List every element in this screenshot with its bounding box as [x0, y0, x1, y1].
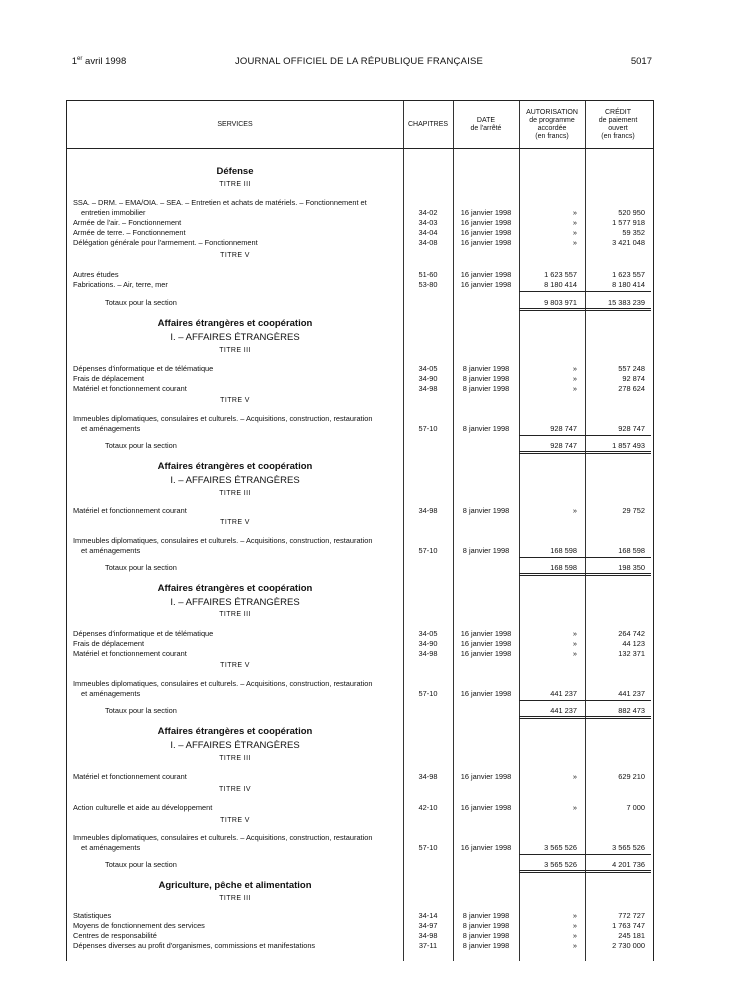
- credit-cell: 15 383 239: [608, 298, 645, 307]
- total-double-rule: [519, 573, 651, 576]
- autorisation-cell: 928 747: [550, 441, 577, 450]
- subtotal-rule: [519, 557, 651, 558]
- service-label: Moyens de fonctionnement des services: [73, 921, 205, 930]
- service-label: Frais de déplacement: [73, 639, 145, 648]
- service-label: Totaux pour la section: [105, 441, 177, 450]
- service-label: Autres études: [73, 270, 119, 279]
- date-cell: 16 janvier 1998: [460, 629, 512, 638]
- subtotal-rule: [519, 700, 651, 701]
- subtotal-rule: [519, 854, 651, 855]
- section-title: Agriculture, pêche et alimentation: [158, 880, 312, 891]
- total-row: [67, 562, 653, 573]
- credit-cell: 1 763 747: [612, 921, 645, 930]
- chapter-cell: 34-98: [418, 649, 438, 658]
- autorisation-cell: »: [572, 629, 577, 638]
- table-row: [67, 648, 653, 659]
- autorisation-cell: »: [572, 218, 577, 227]
- credit-cell: 8 180 414: [612, 280, 645, 289]
- total-double-rule: [519, 716, 651, 719]
- chapter-cell: 34-98: [418, 931, 438, 940]
- service-label: et aménagements: [81, 546, 141, 555]
- date-cell: 16 janvier 1998: [460, 649, 512, 658]
- service-label: Immeubles diplomatiques, consulaires et culturels. – Acquisitions, construction, restauration: [73, 536, 373, 545]
- chapter-cell: 53-80: [418, 280, 438, 289]
- titre-label: TITRE V: [220, 397, 250, 404]
- table-row: [67, 842, 653, 853]
- date-cell: 16 janvier 1998: [460, 803, 512, 812]
- chapter-cell: 34-04: [418, 228, 438, 237]
- credit-cell: 1 623 557: [612, 270, 645, 279]
- chapter-cell: 51-60: [418, 270, 438, 279]
- credit-cell: 882 473: [618, 706, 645, 715]
- page-number: 5017: [630, 56, 652, 67]
- date-cell: 16 janvier 1998: [460, 218, 512, 227]
- credit-cell: 7 000: [626, 803, 645, 812]
- credit-cell: 198 350: [618, 563, 645, 572]
- chapter-cell: 34-02: [418, 208, 438, 217]
- titre-label: TITRE V: [220, 817, 250, 824]
- service-label: Matériel et fonctionnement courant: [73, 772, 187, 781]
- chapter-cell: 37-11: [418, 941, 438, 950]
- total-row: [67, 705, 653, 716]
- autorisation-cell: »: [572, 921, 577, 930]
- service-label: Armée de terre. – Fonctionnement: [73, 228, 186, 237]
- date-cell: 8 janvier 1998: [462, 921, 510, 930]
- date-cell: 16 janvier 1998: [460, 843, 512, 852]
- service-label: Dépenses diverses au profit d'organismes, commissions et manifestations: [73, 941, 316, 950]
- autorisation-cell: »: [572, 772, 577, 781]
- chapter-cell: 57-10: [418, 424, 438, 433]
- credit-cell: 1 857 493: [612, 441, 645, 450]
- titre-label: TITRE III: [219, 895, 251, 902]
- service-label: Frais de déplacement: [73, 374, 145, 383]
- autorisation-cell: »: [572, 506, 577, 515]
- date-cell: 8 janvier 1998: [462, 374, 510, 383]
- autorisation-cell: 9 803 971: [544, 298, 577, 307]
- subsection-title: I. – AFFAIRES ÉTRANGÈRES: [170, 597, 300, 608]
- autorisation-cell: »: [572, 374, 577, 383]
- credit-cell: 4 201 736: [612, 860, 645, 869]
- autorisation-cell: 168 598: [550, 563, 577, 572]
- service-label: Armée de l'air. – Fonctionnement: [73, 218, 182, 227]
- credit-cell: 2 730 000: [612, 941, 645, 950]
- autorisation-cell: »: [572, 931, 577, 940]
- table-body: [67, 149, 653, 961]
- subsection-title: I. – AFFAIRES ÉTRANGÈRES: [170, 740, 300, 751]
- date-cell: 8 janvier 1998: [462, 931, 510, 940]
- credit-cell: 168 598: [618, 546, 645, 555]
- service-label: Matériel et fonctionnement courant: [73, 649, 187, 658]
- titre-label: TITRE IV: [219, 786, 251, 793]
- section-title: Défense: [216, 166, 254, 177]
- autorisation-cell: »: [572, 364, 577, 373]
- credit-cell: 278 624: [618, 384, 645, 393]
- credit-cell: 29 752: [622, 506, 645, 515]
- service-label: Immeubles diplomatiques, consulaires et culturels. – Acquisitions, construction, restauration: [73, 414, 373, 423]
- date-cell: 16 janvier 1998: [460, 228, 512, 237]
- date-cell: 16 janvier 1998: [460, 280, 512, 289]
- autorisation-cell: »: [572, 208, 577, 217]
- date-cell: 8 janvier 1998: [462, 364, 510, 373]
- date-cell: 16 janvier 1998: [460, 772, 512, 781]
- service-label: Totaux pour la section: [105, 563, 177, 572]
- subtotal-rule: [519, 291, 651, 292]
- service-label: Totaux pour la section: [105, 860, 177, 869]
- table-row: [67, 505, 653, 516]
- credit-cell: 1 577 918: [612, 218, 645, 227]
- titre-label: TITRE III: [219, 181, 251, 188]
- section-title: Affaires étrangères et coopération: [157, 318, 313, 329]
- subsection-title: I. – AFFAIRES ÉTRANGÈRES: [170, 475, 300, 486]
- total-double-rule: [519, 308, 651, 311]
- table-row: [67, 423, 653, 434]
- service-label: et aménagements: [81, 843, 141, 852]
- header-date: DATE de l'arrêté: [470, 116, 502, 132]
- total-double-rule: [519, 870, 651, 873]
- autorisation-cell: »: [572, 803, 577, 812]
- credit-cell: 245 181: [618, 931, 645, 940]
- credit-cell: 92 874: [622, 374, 645, 383]
- service-label: Statistiques: [73, 911, 112, 920]
- titre-label: TITRE V: [220, 252, 250, 259]
- autorisation-cell: »: [572, 384, 577, 393]
- date-cell: 8 janvier 1998: [462, 384, 510, 393]
- chapter-cell: 34-98: [418, 772, 438, 781]
- chapter-cell: 42-10: [418, 803, 438, 812]
- chapter-cell: 34-98: [418, 506, 438, 515]
- chapter-cell: 34-97: [418, 921, 438, 930]
- service-label: Action culturelle et aide au développement: [73, 803, 213, 812]
- subtotal-rule: [519, 435, 651, 436]
- table-header: [67, 101, 653, 149]
- chapter-cell: 34-03: [418, 218, 438, 227]
- service-label: Immeubles diplomatiques, consulaires et culturels. – Acquisitions, construction, restauration: [73, 833, 373, 842]
- credit-cell: 132 371: [618, 649, 645, 658]
- section-title: Affaires étrangères et coopération: [157, 583, 313, 594]
- service-label: Matériel et fonctionnement courant: [73, 506, 187, 515]
- credit-cell: 629 210: [618, 772, 645, 781]
- service-label: entretien immobilier: [81, 208, 146, 217]
- autorisation-cell: 3 565 526: [544, 843, 577, 852]
- service-label: et aménagements: [81, 689, 141, 698]
- credits-table: [66, 100, 654, 961]
- titre-label: TITRE III: [219, 611, 251, 618]
- header-credit: CRÉDIT de paiement ouvert (en francs): [598, 108, 638, 140]
- header-autorisation: AUTORISATION de programme accordée (en francs): [526, 108, 578, 140]
- section-title: Affaires étrangères et coopération: [157, 726, 313, 737]
- autorisation-cell: 3 565 526: [544, 860, 577, 869]
- credit-cell: 520 950: [618, 208, 645, 217]
- table-row: [67, 237, 653, 248]
- journal-title: JOURNAL OFFICIEL DE LA RÉPUBLIQUE FRANÇAISE: [234, 56, 484, 67]
- service-label: SSA. – DRM. – EMA/OIA. – SEA. – Entretien et achats de matériels. – Fonctionnement et: [73, 198, 367, 207]
- table-row: [67, 545, 653, 556]
- chapter-cell: 34-90: [418, 374, 438, 383]
- autorisation-cell: 441 237: [550, 689, 577, 698]
- autorisation-cell: »: [572, 941, 577, 950]
- autorisation-cell: »: [572, 911, 577, 920]
- date-cell: 16 janvier 1998: [460, 238, 512, 247]
- autorisation-cell: »: [572, 639, 577, 648]
- date-cell: 8 janvier 1998: [462, 546, 510, 555]
- service-label: Fabrications. – Air, terre, mer: [73, 280, 168, 289]
- date-cell: 16 janvier 1998: [460, 639, 512, 648]
- date-cell: 16 janvier 1998: [460, 689, 512, 698]
- service-label: Délégation générale pour l'armement. – Fonctionnement: [73, 238, 258, 247]
- credit-cell: 44 123: [622, 639, 645, 648]
- header-chapitres: CHAPITRES: [407, 120, 449, 128]
- credit-cell: 928 747: [618, 424, 645, 433]
- chapter-cell: 57-10: [418, 546, 438, 555]
- service-label: Totaux pour la section: [105, 298, 177, 307]
- autorisation-cell: »: [572, 228, 577, 237]
- chapter-cell: 34-90: [418, 639, 438, 648]
- autorisation-cell: 8 180 414: [544, 280, 577, 289]
- service-label: Dépenses d'informatique et de télématique: [73, 629, 214, 638]
- total-double-rule: [519, 451, 651, 454]
- date-cell: 16 janvier 1998: [460, 208, 512, 217]
- credit-cell: 772 727: [618, 911, 645, 920]
- chapter-cell: 34-05: [418, 364, 438, 373]
- chapter-cell: 57-10: [418, 843, 438, 852]
- table-row: [67, 940, 653, 951]
- autorisation-cell: »: [572, 649, 577, 658]
- service-label: Immeubles diplomatiques, consulaires et culturels. – Acquisitions, construction, restauration: [73, 679, 373, 688]
- titre-label: TITRE V: [220, 662, 250, 669]
- table-row: [67, 802, 653, 813]
- service-label: Matériel et fonctionnement courant: [73, 384, 187, 393]
- titre-label: TITRE III: [219, 347, 251, 354]
- total-row: [67, 440, 653, 451]
- date-cell: 8 janvier 1998: [462, 424, 510, 433]
- page-header: [66, 56, 652, 70]
- credit-cell: 557 248: [618, 364, 645, 373]
- credit-cell: 264 742: [618, 629, 645, 638]
- table-row: [67, 279, 653, 290]
- autorisation-cell: 441 237: [550, 706, 577, 715]
- chapter-cell: 34-05: [418, 629, 438, 638]
- titre-label: TITRE III: [219, 490, 251, 497]
- service-label: Dépenses d'informatique et de télématique: [73, 364, 214, 373]
- chapter-cell: 57-10: [418, 689, 438, 698]
- titre-label: TITRE III: [219, 755, 251, 762]
- autorisation-cell: 168 598: [550, 546, 577, 555]
- issue-date: 1er avril 1998: [71, 56, 127, 68]
- service-label: et aménagements: [81, 424, 141, 433]
- service-label: Totaux pour la section: [105, 706, 177, 715]
- titre-label: TITRE V: [220, 519, 250, 526]
- chapter-cell: 34-08: [418, 238, 438, 247]
- table-row: [67, 771, 653, 782]
- chapter-cell: 34-98: [418, 384, 438, 393]
- date-cell: 8 janvier 1998: [462, 911, 510, 920]
- credit-cell: 3 565 526: [612, 843, 645, 852]
- date-cell: 8 janvier 1998: [462, 941, 510, 950]
- credit-cell: 59 352: [622, 228, 645, 237]
- total-row: [67, 297, 653, 308]
- autorisation-cell: 928 747: [550, 424, 577, 433]
- credit-cell: 441 237: [618, 689, 645, 698]
- subsection-title: I. – AFFAIRES ÉTRANGÈRES: [170, 332, 300, 343]
- table-row: [67, 688, 653, 699]
- header-services: SERVICES: [217, 120, 253, 128]
- chapter-cell: 34-14: [418, 911, 438, 920]
- section-title: Affaires étrangères et coopération: [157, 461, 313, 472]
- date-cell: 8 janvier 1998: [462, 506, 510, 515]
- autorisation-cell: 1 623 557: [544, 270, 577, 279]
- table-row: [67, 383, 653, 394]
- total-row: [67, 859, 653, 870]
- credit-cell: 3 421 048: [612, 238, 645, 247]
- service-label: Centres de responsabilité: [73, 931, 157, 940]
- date-cell: 16 janvier 1998: [460, 270, 512, 279]
- autorisation-cell: »: [572, 238, 577, 247]
